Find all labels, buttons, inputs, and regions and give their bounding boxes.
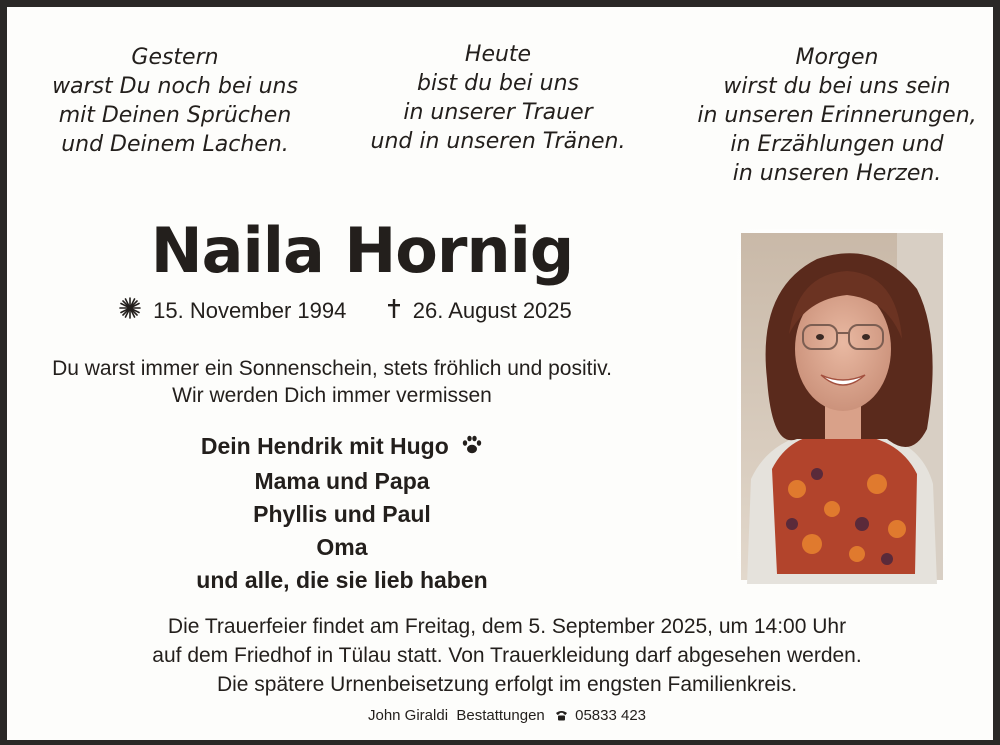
family-line: und alle, die sie lieb haben <box>196 567 488 593</box>
undertaker-name: John Giraldi Bestattungen <box>367 707 545 724</box>
tribute-text <box>27 355 637 409</box>
family-signatures <box>137 430 547 597</box>
poem-line: in unserer Trauer <box>403 100 593 125</box>
poem-line: und in unseren Tränen. <box>370 129 626 154</box>
undertaker-phone: 05833 423 <box>575 707 647 724</box>
poem-line: in unseren Herzen. <box>732 161 942 186</box>
poem-left <box>25 43 325 159</box>
star-icon <box>119 297 141 325</box>
family-line <box>137 430 547 465</box>
poem-center <box>348 40 648 156</box>
poem-line: warst Du noch bei uns <box>52 74 298 99</box>
family-line: Phyllis und Paul <box>253 501 431 527</box>
birth-date: 15. November 1994 <box>153 298 347 324</box>
family-name: Dein Hendrik mit Hugo <box>200 433 449 459</box>
family-line: Oma <box>316 534 368 560</box>
poem-right <box>687 43 987 188</box>
poem-line: wirst du bei uns sein <box>723 74 951 99</box>
telephone-icon <box>555 708 568 725</box>
obituary-card <box>5 5 995 742</box>
poem-line: und Deinem Lachen. <box>61 132 289 157</box>
tribute-line: Du warst immer ein Sonnenschein, stets fröhlich und positiv. <box>52 357 612 380</box>
death-date: 26. August 2025 <box>412 298 572 324</box>
paw-print-icon <box>461 432 483 465</box>
poem-line: Morgen <box>795 45 879 70</box>
funeral-line: Die Trauerfeier findet am Freitag, dem 5. September 2025, um 14:00 Uhr <box>167 615 847 638</box>
tribute-line: Wir werden Dich immer vermissen <box>172 384 492 407</box>
poem-line: in Erzählungen und <box>730 132 944 157</box>
poem-line: Gestern <box>131 45 219 70</box>
deceased-name: Naila Hornig <box>150 214 574 287</box>
cross-icon <box>387 297 401 325</box>
funeral-line: Die spätere Urnenbeisetzung erfolgt im engsten Familienkreis. <box>216 673 798 696</box>
poem-line: bist du bei uns <box>416 71 579 96</box>
poem-line: Heute <box>464 42 532 67</box>
portrait-photo <box>737 229 947 584</box>
poem-line: mit Deinen Sprüchen <box>58 103 292 128</box>
life-dates <box>119 297 572 325</box>
funeral-notice <box>17 612 997 699</box>
undertaker-footer <box>17 707 997 725</box>
poem-line: in unseren Erinnerungen, <box>697 103 977 128</box>
funeral-line: auf dem Friedhof in Tülau statt. Von Trauerkleidung darf abgesehen werden. <box>152 644 862 667</box>
family-line: Mama und Papa <box>254 468 430 494</box>
